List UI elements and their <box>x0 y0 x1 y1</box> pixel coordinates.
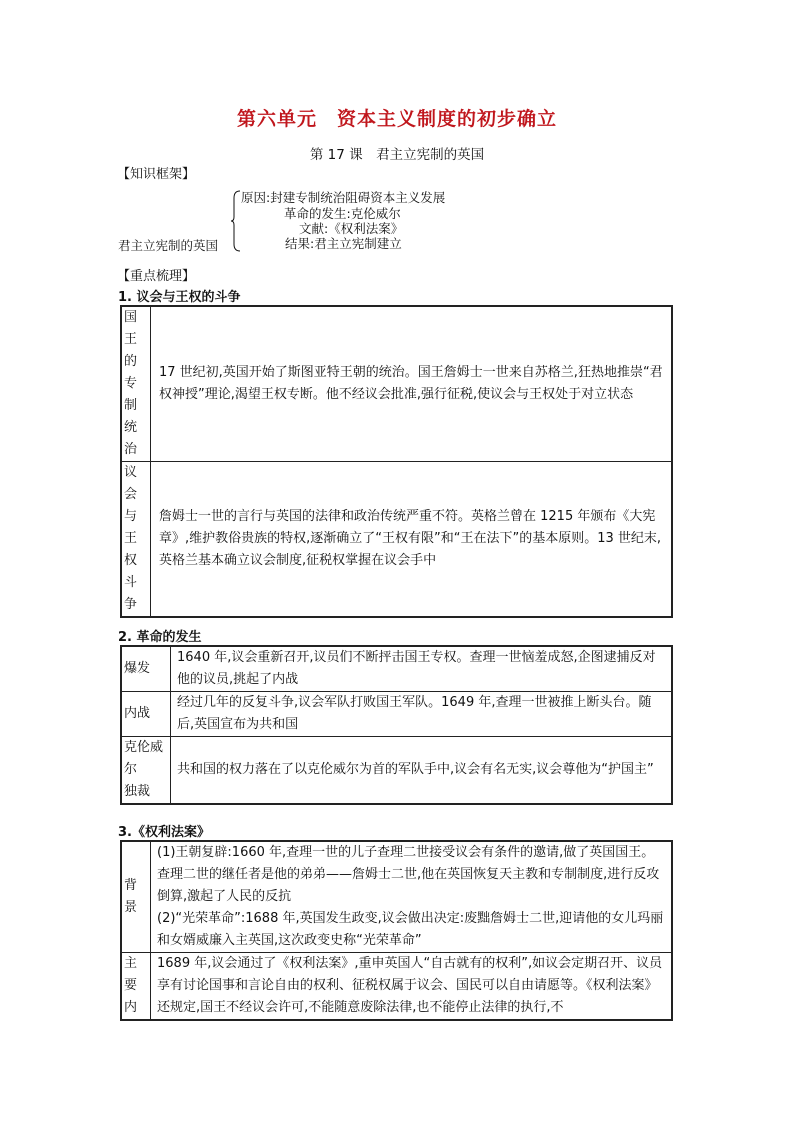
row-label <box>121 737 171 805</box>
key-points-label: 【重点梳理】 <box>117 269 196 284</box>
table-row <box>121 462 672 618</box>
label-char: 国 <box>124 310 138 325</box>
label-line: 尔 <box>124 762 138 777</box>
framework-item-result: 结果:君主立宪制建立 <box>285 236 402 251</box>
label-char: 权 <box>124 553 138 568</box>
label-line: 独裁 <box>124 784 151 799</box>
framework-item-cause: 原因:封建专制统治阻碍资本主义发展 <box>241 190 446 205</box>
label-char: 争 <box>124 597 138 612</box>
row-label <box>121 306 151 462</box>
section3-table <box>120 840 673 1021</box>
framework-root: 君主立宪制的英国 <box>118 238 219 253</box>
row-text <box>151 841 673 953</box>
framework-brace <box>231 190 241 252</box>
label-char: 治 <box>124 442 138 457</box>
row-label <box>121 841 151 953</box>
lesson-title: 第 17 课 君主立宪制的英国 <box>309 147 485 163</box>
paragraph: (2)“光荣革命”:1688 年,英国发生政变,议会做出决定:废黜詹姆士二世,迎请他的女儿玛丽和女婿威廉入主英国,这次政变史称“光荣革命” <box>157 911 664 948</box>
table-row <box>121 692 672 737</box>
label-char: 王 <box>124 332 138 347</box>
table-row <box>121 841 672 953</box>
framework-label: 【知识框架】 <box>117 167 196 182</box>
label-char: 专 <box>124 376 138 391</box>
row-text: 詹姆士一世的言行与英国的法律和政治传统严重不符。英格兰曾在 1215 年颁布《大宪章》,维护教俗贵族的特权,逐渐确立了“王权有限”和“王在法下”的基本原则。13 世纪末,英格兰基本确立议会制度,征税权掌握在议会手中 <box>151 462 673 618</box>
row-label <box>121 462 151 618</box>
table-row <box>121 306 672 462</box>
row-label <box>121 953 151 1021</box>
table-row <box>121 953 672 1021</box>
label-char: 背 <box>124 878 138 893</box>
section2-heading: 2. 革命的发生 <box>118 630 202 645</box>
label-char: 的 <box>124 354 138 369</box>
label-char: 要 <box>124 978 138 993</box>
label-char: 主 <box>124 956 138 971</box>
row-label: 爆发 <box>121 646 171 692</box>
label-char: 议 <box>124 465 138 480</box>
section2-table <box>120 645 673 805</box>
row-label: 内战 <box>121 692 171 737</box>
label-char: 与 <box>124 509 138 524</box>
row-text: 经过几年的反复斗争,议会军队打败国王军队。1649 年,查理一世被推上断头台。随后,英国宣布为共和国 <box>171 692 673 737</box>
row-text: 1640 年,议会重新召开,议员们不断抨击国王专权。查理一世恼羞成怒,企图逮捕反对他的议员,挑起了内战 <box>171 646 673 692</box>
table-row <box>121 737 672 805</box>
label-line: 克伦威 <box>124 740 164 755</box>
unit-title: 第六单元 资本主义制度的初步确立 <box>236 108 557 130</box>
row-text: 17 世纪初,英国开始了斯图亚特王朝的统治。国王詹姆士一世来自苏格兰,狂热地推崇“君权神授”理论,渴望王权专断。他不经议会批准,强行征税,使议会与王权处于对立状态 <box>151 306 673 462</box>
paragraph: (1)王朝复辟:1660 年,查理一世的儿子查理二世接受议会有条件的邀请,做了英国国王。查理二世的继任者是他的弟弟——詹姆士二世,他在英国恢复天主教和专制制度,进行反攻倒算,激起了人民的反抗 <box>157 845 660 904</box>
framework-item-revolution: 革命的发生:克伦威尔 <box>284 206 401 221</box>
framework-item-document: 文献:《权利法案》 <box>299 221 404 236</box>
label-char: 王 <box>124 531 138 546</box>
section1-table <box>120 305 673 618</box>
label-char: 统 <box>124 420 138 435</box>
section1-heading: 1. 议会与王权的斗争 <box>118 290 241 305</box>
row-text: 共和国的权力落在了以克伦威尔为首的军队手中,议会有名无实,议会尊他为“护国主” <box>171 737 673 805</box>
label-char: 内 <box>124 1000 138 1015</box>
row-text: 1689 年,议会通过了《权利法案》,重申英国人“自古就有的权利”,如议会定期召开、议员享有讨论国事和言论自由的权利、征税权属于议会、国民可以自由请愿等。《权利法案》还规定,国王不经议会许可,不能随意废除法律,也不能停止法律的执行,不 <box>151 953 673 1021</box>
label-char: 会 <box>124 487 138 502</box>
table-row <box>121 646 672 692</box>
label-char: 斗 <box>124 575 138 590</box>
label-char: 景 <box>124 900 138 915</box>
label-char: 制 <box>124 398 138 413</box>
section3-heading: 3.《权利法案》 <box>118 825 210 840</box>
